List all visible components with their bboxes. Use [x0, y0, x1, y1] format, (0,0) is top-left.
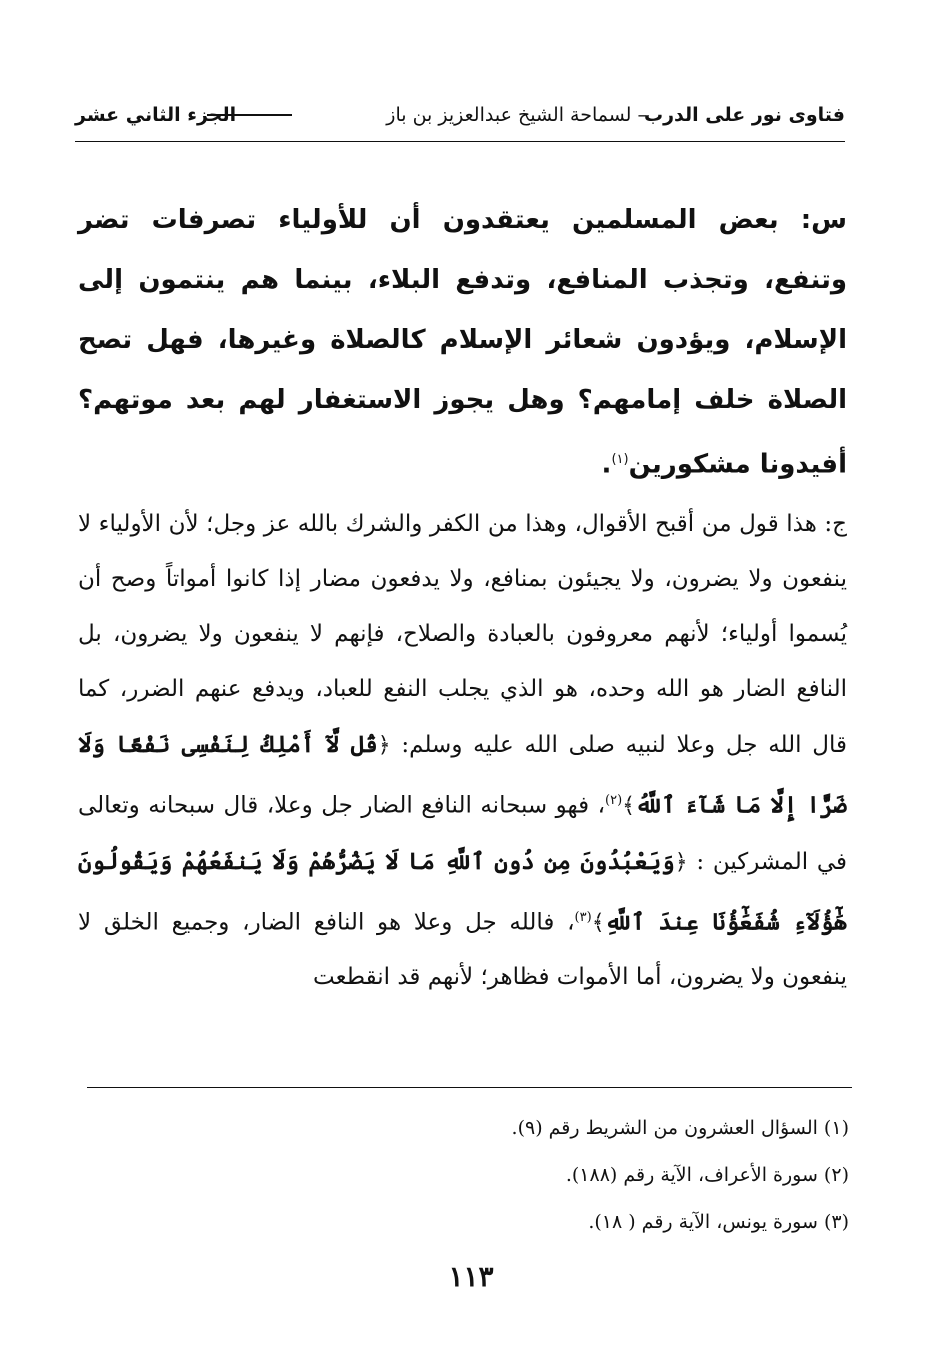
question-paragraph: [78, 190, 847, 495]
answer-text-2: ، فهو سبحانه النافع الضار جل وعلا، قال سبحانه وتعالى في المشركين :: [78, 792, 847, 875]
page-number: ١١٣: [448, 1260, 494, 1293]
verse-close-bracket: ﴾: [622, 793, 636, 819]
footnotes: [149, 1105, 849, 1246]
verse-open-bracket: ﴿: [377, 733, 391, 758]
question-prefix: س:: [800, 205, 847, 235]
footnote-ref-3: (٣): [574, 909, 592, 925]
answer-text-3: ، فالله جل وعلا هو النافع الضار، وجميع الخلق لا ينفعون ولا يضرون، أما الأموات فظاهر؛ لأنهم قد انقطعت: [78, 909, 847, 991]
footnote-separator: [87, 1087, 852, 1088]
answer-prefix: ج:: [824, 511, 848, 537]
running-header: [75, 92, 845, 142]
footnote-ref-1: (١): [611, 452, 629, 467]
answer-text-1: هذا قول من أقبح الأقوال، وهذا من الكفر والشرك بالله عز وجل؛ لأن الأولياء لا ينفعون ولا يضرون، ولا يجيئون بمنافع، ولا يدفعون مضار إذا كانوا أمواتاً وصح أن يُسموا أولياء؛ لأنهم معروفون بالعبادة والصلاح، فإنهم لا ينفعون ولا يضرون، بل النافع الضار هو الله وحده، هو الذي يجلب النفع للعباد، ويدفع عنهم الضرر، كما قال الله جل وعلا لنبيه صلى الله عليه وسلم:: [78, 511, 848, 758]
footnote-ref-2: (٢): [605, 793, 623, 808]
answer-paragraph: [78, 497, 847, 1005]
question-text: بعض المسلمين يعتقدون أن للأولياء تصرفات تضر وتنفع، وتجذب المنافع، وتدفع البلاء، بينما هم ينتمون إلى الإسلام، ويؤدون شعائر الإسلام كالصلاة وغيرها، فهل تصح الصلاة خلف إمامهم؟ وهل يجوز الاستغفار لهم بعد موتهم؟ أفيدونا مشكورين: [78, 205, 847, 480]
footnote-2: (٢) سورة الأعراف، الآية رقم (١٨٨).: [565, 1164, 849, 1186]
header-underline: [75, 141, 845, 142]
footnote-3: (٣) سورة يونس، الآية رقم ( ١٨).: [588, 1211, 849, 1233]
question-end: .: [601, 449, 612, 480]
author-line: – لسماحة الشيخ عبدالعزيز بن باز: [386, 104, 647, 126]
volume-part: الجزء الثاني عشر: [75, 104, 237, 126]
verse-open-bracket: ﴿: [674, 849, 688, 875]
book-title: فتاوى نور على الدرب: [644, 104, 845, 126]
quran-verse-2: وَيَعْبُدُونَ مِن دُونِ ٱللَّهِ مَا لَا يَضُرُّهُمْ وَلَا يَنفَعُهُمْ وَيَقُولُونَ هَٰٓؤُلَآءِ شُفَعَٰٓؤُنَا عِندَ ٱللَّهِ: [78, 847, 847, 936]
footnote-1: (١) السؤال العشرون من الشريط رقم (٩).: [511, 1117, 849, 1139]
verse-close-bracket: ﴾: [591, 910, 605, 936]
quran-verse-1: قُل لَّآ أَمْلِكُ لِنَفْسِى نَفْعًا وَلَا ضَرًّا إِلَّا مَا شَآءَ ٱللَّهُ: [78, 731, 847, 819]
